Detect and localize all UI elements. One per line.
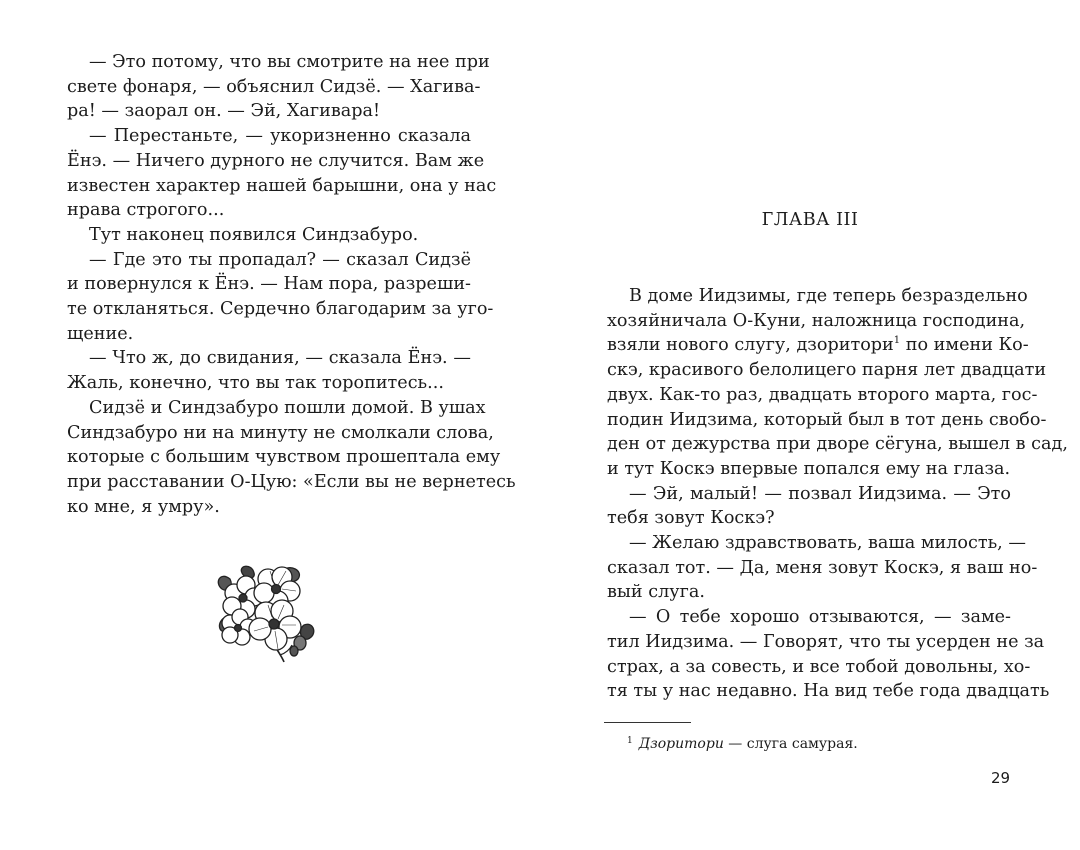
footnote-divider: [604, 722, 691, 723]
text-line: — Где это ты пропадал? — сказал Сидзё: [89, 249, 471, 270]
footnote: [627, 731, 858, 754]
page-number: 29: [991, 769, 1011, 787]
footnote-term: Дзоритори: [638, 736, 724, 752]
text-line: ра! — заорал он. — Эй, Хагивара!: [67, 101, 381, 122]
text-line: те откланяться. Сердечно благодарим за уго-: [67, 299, 494, 320]
text-line: и тут Коскэ впервые попался ему на глаза.: [607, 458, 1011, 479]
text-line: тил Иидзима. — Говорят, что ты усерден не за: [607, 631, 1045, 652]
text-line: Синдзабуро ни на минуту не смолкали слова,: [67, 422, 494, 443]
text-line: нрава строгого...: [67, 200, 225, 221]
text-line: тебя зовут Коскэ?: [607, 508, 775, 529]
text-line: Сидзё и Синдзабуро пошли домой. В ушах: [89, 397, 486, 418]
text-line: страх, а за совесть, и все тобой довольны, хо-: [607, 656, 1031, 677]
text-line: Жаль, конечно, что вы так торопитесь...: [67, 373, 444, 394]
text-fragment: по имени Ко-: [905, 335, 1029, 356]
text-line: — Что ж, до свидания, — сказала Ёнэ. —: [89, 348, 471, 369]
footnote-marker: 1: [627, 736, 633, 746]
text-fragment: взяли нового слугу, дзоритори: [607, 335, 894, 356]
text-line: ко мне, я умру».: [67, 496, 220, 517]
text-line: хозяйничала О-Куни, наложница господина,: [607, 310, 1026, 331]
text-line-with-footnote: [607, 333, 1029, 358]
text-line: — О тебе хорошо отзываются, — заме-: [629, 607, 1011, 628]
text-line: — Эй, малый! — позвал Иидзима. — Это: [629, 483, 1011, 504]
text-line: Тут наконец появился Синдзабуро.: [89, 224, 419, 245]
text-line: Ёнэ. — Ничего дурного не случится. Вам же: [67, 150, 485, 171]
text-line: известен характер нашей барышни, она у нас: [67, 175, 497, 196]
flower-ornament-icon: [212, 565, 320, 663]
footnote-reference: 1: [893, 335, 901, 347]
text-line: ден от дежурства при дворе сёгуна, вышел в сад,: [607, 434, 1068, 455]
left-page-text: [67, 50, 516, 519]
text-line: В доме Иидзимы, где теперь безраздельно: [629, 286, 1028, 306]
text-line: — Перестаньте, — укоризненно сказала: [89, 126, 471, 147]
text-line: щение.: [67, 323, 134, 344]
footnote-text: — слуга самурая.: [723, 736, 858, 752]
text-line: вый слуга.: [607, 582, 705, 603]
right-page: [540, 0, 1080, 850]
chapter-title: ГЛАВА III: [761, 210, 859, 230]
right-page-text: [607, 284, 1068, 704]
text-line: которые с большим чувством прошептала ему: [67, 447, 501, 468]
text-line: тя ты у нас недавно. На вид тебе года двадцать: [607, 681, 1050, 702]
text-line: и повернулся к Ёнэ. — Нам пора, разреши-: [67, 274, 471, 295]
text-line: — Это потому, что вы смотрите на нее при: [89, 52, 490, 72]
text-line: подин Иидзима, который был в тот день свобо-: [607, 409, 1047, 430]
text-line: свете фонаря, — объяснил Сидзё. — Хагива-: [67, 76, 481, 97]
text-line: скэ, красивого белолицего парня лет двадцати: [607, 360, 1047, 381]
text-line: двух. Как-то раз, двадцать второго марта, гос-: [607, 384, 1038, 405]
text-line: — Желаю здравствовать, ваша милость, —: [629, 533, 1026, 554]
text-line: сказал тот. — Да, меня зовут Коскэ, я ваш но-: [607, 557, 1038, 578]
text-line: при расставании О-Цую: «Если вы не вернетесь: [67, 471, 516, 492]
